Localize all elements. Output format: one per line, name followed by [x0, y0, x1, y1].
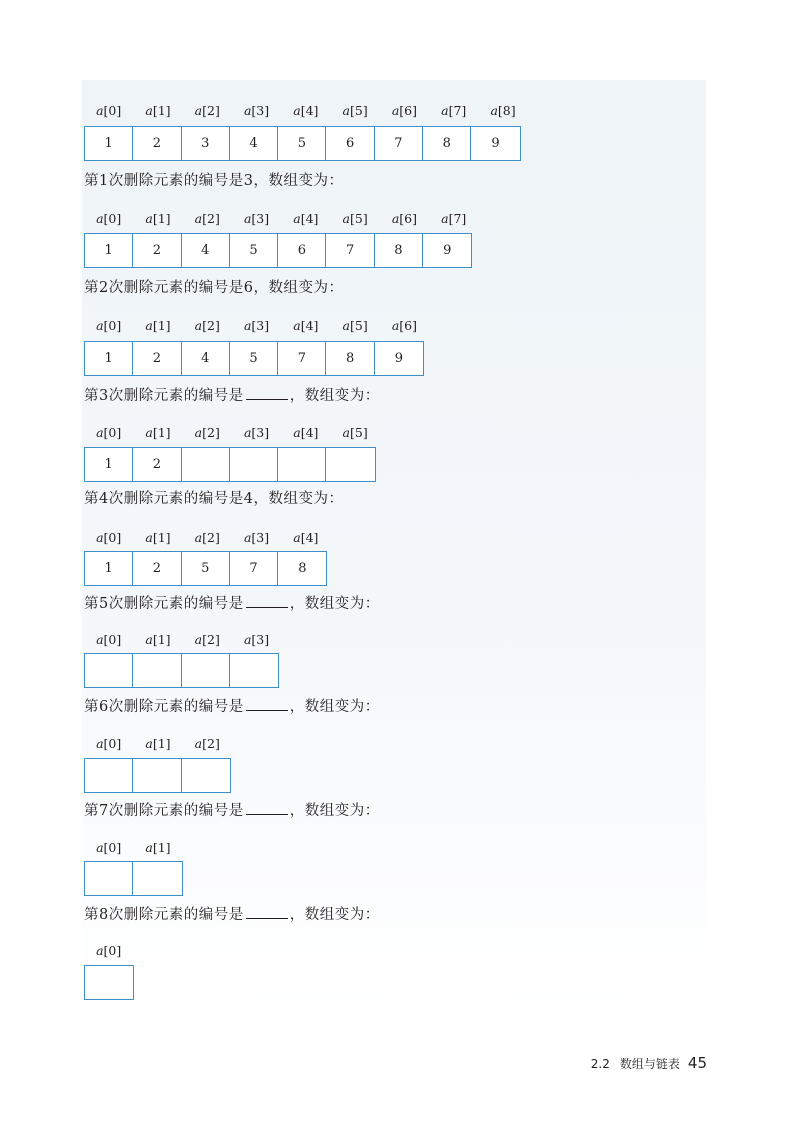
array-cell: 8: [326, 342, 374, 375]
index-label: a[2]: [194, 318, 220, 333]
array-cell: 4: [182, 234, 230, 267]
index-labels: [84, 736, 232, 752]
index-label: a[5]: [342, 211, 368, 226]
index-label: a[4]: [293, 103, 319, 118]
sentence-text-after: ，数组变为：: [289, 907, 380, 923]
array-cell[interactable]: [182, 448, 230, 481]
index-label: a[0]: [96, 211, 122, 226]
index-label: a[0]: [96, 736, 122, 751]
index-label: a[0]: [96, 103, 122, 118]
array-cell: 7: [326, 234, 374, 267]
array-cell: 9: [443, 243, 452, 258]
deletion-sentence: [84, 799, 380, 821]
index-label: a[6]: [391, 211, 418, 226]
index-label: a[1]: [145, 425, 171, 440]
index-label: a[2]: [194, 736, 220, 751]
deletion-sentence: [84, 384, 380, 406]
array-cell: 5: [182, 552, 230, 585]
array-cell[interactable]: [85, 654, 133, 687]
array-cell: 3: [182, 127, 230, 160]
array-cells: [84, 233, 472, 268]
index-label: a[3]: [243, 632, 270, 647]
index-labels: [84, 103, 528, 119]
index-labels: [84, 632, 281, 648]
index-labels: [84, 318, 429, 334]
array-cells: [84, 758, 231, 793]
index-label: a[6]: [391, 318, 418, 333]
sentence-text: 第7次删除元素的编号是: [84, 803, 244, 819]
array-cell: 8: [298, 561, 307, 576]
array-cells: [84, 341, 424, 376]
array-cell: 1: [85, 234, 133, 267]
array-cell[interactable]: [230, 448, 278, 481]
index-label: a[1]: [145, 103, 171, 118]
page-footer: [591, 1053, 707, 1073]
array-cell: 6: [326, 127, 374, 160]
array-cell: 7: [230, 552, 278, 585]
array-cell: 8: [375, 234, 423, 267]
array-cell[interactable]: [133, 759, 181, 792]
index-labels: [84, 840, 183, 856]
index-label: a[2]: [194, 211, 220, 226]
array-cell: 5: [230, 342, 278, 375]
array-cells: [84, 551, 327, 586]
index-label: a[3]: [243, 318, 270, 333]
index-label: a[4]: [293, 211, 319, 226]
index-label: a[2]: [194, 103, 220, 118]
sentence-text-after: ，数组变为：: [289, 699, 380, 715]
index-label: a[3]: [243, 103, 270, 118]
deletion-sentence: [84, 488, 343, 510]
array-cell: 4: [230, 127, 278, 160]
index-label: a[5]: [342, 103, 368, 118]
index-label: a[4]: [293, 425, 319, 440]
index-labels: [84, 943, 133, 959]
array-cell: 1: [85, 127, 133, 160]
array-cell: 1: [85, 448, 133, 481]
array-cell[interactable]: [133, 654, 181, 687]
index-label: a[5]: [342, 425, 368, 440]
sentence-text: 第6次删除元素的编号是: [84, 699, 244, 715]
sentence-text: 第2次删除元素的编号是6，数组变为：: [84, 280, 344, 296]
array-cell[interactable]: [182, 759, 230, 792]
index-label: a[7]: [441, 103, 467, 118]
array-cell: 4: [182, 342, 230, 375]
index-label: a[2]: [194, 425, 220, 440]
index-label: a[0]: [96, 425, 122, 440]
array-cell: 7: [375, 127, 423, 160]
index-label: a[1]: [145, 840, 171, 855]
array-cell: 5: [278, 127, 326, 160]
array-cell[interactable]: [278, 448, 326, 481]
array-cell[interactable]: [326, 448, 374, 481]
sentence-text: 第5次删除元素的编号是: [84, 596, 244, 612]
sentence-text: 第4次删除元素的编号是4，数组变为：: [84, 491, 344, 507]
sentence-text: 第3次删除元素的编号是: [84, 388, 244, 404]
index-label: a[3]: [243, 530, 270, 545]
array-cells: [84, 126, 521, 161]
array-cell: 2: [133, 552, 181, 585]
index-labels: [84, 530, 330, 546]
index-label: a[1]: [145, 318, 171, 333]
section-number: 2.2: [590, 1057, 610, 1071]
array-cells: [84, 447, 376, 482]
array-cell: 2: [133, 342, 181, 375]
array-cell: 7: [278, 342, 326, 375]
chapter-title: 数组与链表: [619, 1057, 680, 1071]
index-label: a[8]: [490, 103, 516, 118]
array-cell: 9: [394, 351, 404, 366]
index-labels: [84, 425, 380, 441]
array-cell: 2: [133, 234, 181, 267]
sentence-text: 第1次删除元素的编号是3，数组变为：: [84, 173, 344, 189]
index-label: a[0]: [96, 632, 122, 647]
array-cell[interactable]: [230, 654, 278, 687]
index-label: a[6]: [391, 103, 418, 118]
array-cell: 1: [85, 552, 133, 585]
array-cell: 2: [133, 448, 181, 481]
array-cell: 9: [491, 136, 500, 151]
index-label: a[2]: [194, 530, 220, 545]
array-cell: 5: [230, 234, 278, 267]
index-label: a[3]: [243, 425, 270, 440]
array-cell[interactable]: [85, 966, 133, 999]
array-cell: 2: [133, 127, 181, 160]
index-label: a[1]: [145, 530, 171, 545]
array-cells: [84, 653, 279, 688]
index-label: a[7]: [441, 211, 467, 226]
index-labels: [84, 211, 478, 227]
index-label: a[3]: [243, 211, 270, 226]
index-label: a[1]: [145, 211, 171, 226]
array-cell: 6: [278, 234, 326, 267]
answer-blank[interactable]: [246, 799, 288, 815]
array-cell[interactable]: [133, 862, 181, 895]
deletion-sentence: [84, 695, 380, 717]
index-label: a[4]: [293, 530, 319, 545]
deletion-sentence: [84, 592, 380, 614]
sentence-text-after: ，数组变为：: [289, 388, 380, 404]
array-cell[interactable]: [85, 759, 133, 792]
deletion-sentence: [84, 277, 343, 299]
index-label: a[1]: [145, 736, 171, 751]
sentence-text-after: ，数组变为：: [289, 803, 380, 819]
index-label: a[0]: [96, 318, 122, 333]
index-label: a[5]: [342, 318, 368, 333]
answer-blank[interactable]: [246, 903, 288, 919]
deletion-sentence: [84, 170, 343, 192]
sentence-text-after: ，数组变为：: [289, 596, 380, 612]
index-label: a[4]: [293, 318, 319, 333]
index-label: a[0]: [96, 530, 122, 545]
index-label: a[0]: [96, 943, 122, 958]
answer-blank[interactable]: [246, 695, 288, 711]
array-cell: 1: [85, 342, 133, 375]
deletion-sentence: [84, 903, 380, 925]
page-number: 45: [687, 1054, 707, 1072]
array-cell[interactable]: [85, 862, 133, 895]
array-cell[interactable]: [182, 654, 230, 687]
array-cells: [84, 861, 183, 896]
array-cells: [84, 965, 134, 1000]
answer-blank[interactable]: [246, 592, 288, 608]
index-label: a[2]: [194, 632, 220, 647]
sentence-text: 第8次删除元素的编号是: [84, 907, 244, 923]
index-label: a[1]: [145, 632, 171, 647]
array-cell: 8: [423, 127, 471, 160]
index-label: a[0]: [96, 840, 122, 855]
answer-blank[interactable]: [246, 384, 288, 400]
